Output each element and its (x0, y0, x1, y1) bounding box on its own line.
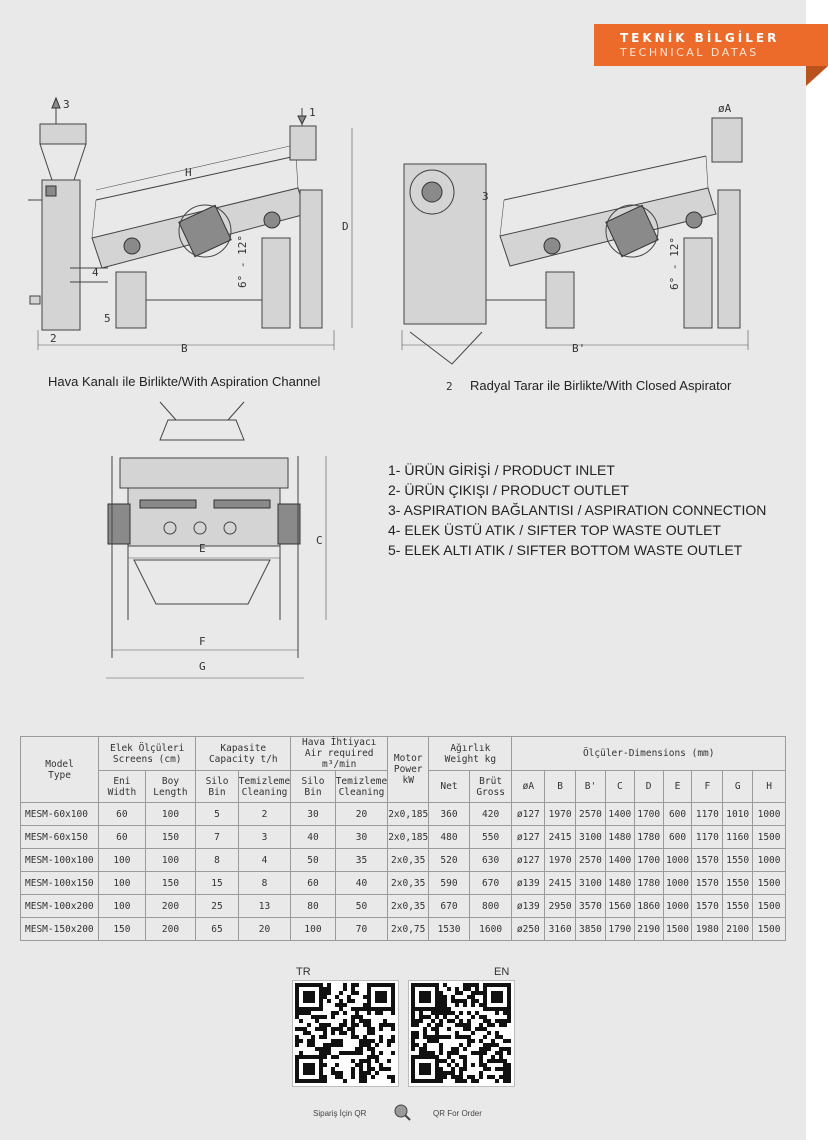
table-cell: 480 (429, 826, 470, 849)
table-cell: 670 (469, 872, 512, 895)
table-cell: 550 (469, 826, 512, 849)
table-cell: 100 (99, 895, 146, 918)
table-cell: 670 (429, 895, 470, 918)
table-cell: 1570 (692, 895, 723, 918)
table-cell: MESM-100x100 (21, 849, 99, 872)
table-cell: 1500 (753, 872, 786, 895)
table-cell: 2x0,75 (388, 918, 429, 941)
capacity-silo-header: Silo Bin (196, 771, 239, 803)
table-cell: 3570 (576, 895, 606, 918)
table-cell: 1000 (753, 803, 786, 826)
table-cell: 1790 (605, 918, 634, 941)
table-cell: 1400 (605, 803, 634, 826)
table-cell: 1000 (663, 872, 692, 895)
air-header: Hava İhtiyacı Air required m³/min (291, 737, 388, 771)
table-cell: 1780 (634, 872, 663, 895)
table-cell: 100 (145, 849, 196, 872)
table-cell: 8 (196, 849, 239, 872)
screens-header: Elek Ölçüleri Screens (cm) (99, 737, 196, 771)
page-margin (806, 0, 828, 1140)
table-cell: 40 (335, 872, 387, 895)
table-cell: 20 (335, 803, 387, 826)
table-cell: 25 (196, 895, 239, 918)
table-cell: 1550 (723, 895, 753, 918)
side-view-aspiration-channel (28, 98, 352, 355)
table-cell: 1970 (545, 849, 576, 872)
table-cell: 100 (99, 872, 146, 895)
table-cell: 7 (196, 826, 239, 849)
svg-text:1: 1 (309, 106, 316, 119)
dim-col-header: C (605, 771, 634, 803)
table-cell: 1160 (723, 826, 753, 849)
table-cell: 1170 (692, 803, 723, 826)
legend-item: 5- ELEK ALTI ATIK / SIFTER BOTTOM WASTE OUTLET (388, 542, 743, 558)
table-cell: 30 (335, 826, 387, 849)
table-cell: 3160 (545, 918, 576, 941)
svg-text:B': B' (572, 342, 586, 355)
table-cell: 200 (145, 918, 196, 941)
table-cell: 3850 (576, 918, 606, 941)
table-cell: 30 (291, 803, 335, 826)
motor-header: Motor Power kW (388, 737, 429, 803)
table-cell: 2190 (634, 918, 663, 941)
table-cell: 150 (145, 826, 196, 849)
svg-text:E: E (199, 542, 206, 555)
table-cell: 1970 (545, 803, 576, 826)
svg-text:3: 3 (63, 98, 70, 111)
table-cell: 35 (335, 849, 387, 872)
table-cell: 2950 (545, 895, 576, 918)
table-cell: 360 (429, 803, 470, 826)
svg-text:C: C (316, 534, 323, 547)
qr-code-tr[interactable] (292, 980, 399, 1087)
air-silo-header: Silo Bin (291, 771, 335, 803)
svg-text:5: 5 (104, 312, 111, 325)
dim-col-header: H (753, 771, 786, 803)
table-cell: 100 (291, 918, 335, 941)
ribbon-fold (806, 66, 828, 86)
dim-col-header: B' (576, 771, 606, 803)
table-cell: 3100 (576, 872, 606, 895)
table-cell: 1480 (605, 872, 634, 895)
table-cell: 1980 (692, 918, 723, 941)
table-row (21, 872, 786, 895)
table-cell: 15 (196, 872, 239, 895)
table-cell: 3 (238, 826, 290, 849)
table-cell: ø139 (512, 895, 545, 918)
table-cell: 150 (145, 872, 196, 895)
table-cell: 1560 (605, 895, 634, 918)
order-label-en: QR For Order (433, 1109, 482, 1118)
table-cell: 100 (99, 849, 146, 872)
table-cell: 600 (663, 826, 692, 849)
table-cell: 200 (145, 895, 196, 918)
table-cell: 1500 (663, 918, 692, 941)
table-cell: ø127 (512, 849, 545, 872)
svg-text:H: H (185, 166, 192, 179)
table-cell: 1860 (634, 895, 663, 918)
weight-header: Ağırlık Weight kg (429, 737, 512, 771)
table-cell: 2570 (576, 849, 606, 872)
table-cell: MESM-60x100 (21, 803, 99, 826)
legend-item: 2- ÜRÜN ÇIKIŞI / PRODUCT OUTLET (388, 482, 629, 498)
table-cell: 100 (145, 803, 196, 826)
table-cell: 2x0,185 (388, 826, 429, 849)
table-cell: 2570 (576, 803, 606, 826)
table-cell: 1400 (605, 849, 634, 872)
table-cell: 1600 (469, 918, 512, 941)
table-cell: ø139 (512, 872, 545, 895)
capacity-header: Kapasite Capacity t/h (196, 737, 291, 771)
section-title-en: TECHNICAL DATAS (620, 46, 759, 59)
dim-col-header: G (723, 771, 753, 803)
table-row (21, 895, 786, 918)
svg-text:2: 2 (446, 380, 453, 393)
table-cell: 60 (291, 872, 335, 895)
table-cell: 1170 (692, 826, 723, 849)
air-cleaning-header: Temizleme Cleaning (335, 771, 387, 803)
dim-col-header: F (692, 771, 723, 803)
table-cell: 2x0,35 (388, 895, 429, 918)
qr-code-en[interactable] (408, 980, 515, 1087)
legend-item: 1- ÜRÜN GİRİŞİ / PRODUCT INLET (388, 462, 615, 478)
table-cell: 1530 (429, 918, 470, 941)
table-cell: MESM-100x200 (21, 895, 99, 918)
section-title-tr: TEKNİK BİLGİLER (620, 31, 780, 45)
table-cell: 150 (99, 918, 146, 941)
table-cell: 1480 (605, 826, 634, 849)
table-cell: 600 (663, 803, 692, 826)
table-cell: 2x0,35 (388, 872, 429, 895)
table-cell: 1550 (723, 872, 753, 895)
svg-text:F: F (199, 635, 206, 648)
dim-col-header: B (545, 771, 576, 803)
table-cell: 1010 (723, 803, 753, 826)
table-cell: 630 (469, 849, 512, 872)
svg-text:D: D (342, 220, 349, 233)
model-header: Model Type (21, 737, 99, 803)
table-cell: 1500 (753, 895, 786, 918)
table-cell: 70 (335, 918, 387, 941)
table-cell: 520 (429, 849, 470, 872)
svg-text:6° - 12°: 6° - 12° (668, 237, 681, 290)
table-cell: 4 (238, 849, 290, 872)
table-cell: 3100 (576, 826, 606, 849)
width-header: Eni Width (99, 771, 146, 803)
svg-text:4: 4 (92, 266, 99, 279)
table-cell: 2x0,35 (388, 849, 429, 872)
table-cell: 1000 (753, 849, 786, 872)
front-view (106, 402, 326, 678)
dim-col-header: E (663, 771, 692, 803)
outlet-legend (388, 460, 766, 560)
table-row (21, 826, 786, 849)
table-cell: 80 (291, 895, 335, 918)
table-row (21, 918, 786, 941)
table-cell: 1000 (663, 895, 692, 918)
table-cell: 1780 (634, 826, 663, 849)
table-cell: MESM-150x200 (21, 918, 99, 941)
dim-col-header: D (634, 771, 663, 803)
table-cell: 50 (335, 895, 387, 918)
table-cell: MESM-60x150 (21, 826, 99, 849)
table-cell: 1570 (692, 872, 723, 895)
table-cell: 1700 (634, 803, 663, 826)
table-cell: 1550 (723, 849, 753, 872)
dimensions-header: Ölçüler-Dimensions (mm) (512, 737, 786, 771)
table-cell: ø127 (512, 826, 545, 849)
length-header: Boy Length (145, 771, 196, 803)
table-cell: 420 (469, 803, 512, 826)
legend-item: 3- ASPIRATION BAĞLANTISI / ASPIRATION CONNECTION (388, 502, 767, 518)
caption-aspiration-channel: Hava Kanalı ile Birlikte/With Aspiration Channel (48, 374, 321, 389)
gross-weight-header: Brüt Gross (469, 771, 512, 803)
caption-closed-aspirator: Radyal Tarar ile Birlikte/With Closed Aspirator (470, 378, 732, 393)
net-weight-header: Net (429, 771, 470, 803)
svg-text:G: G (199, 660, 206, 673)
table-row (21, 849, 786, 872)
table-row (21, 803, 786, 826)
table-cell: ø250 (512, 918, 545, 941)
dim-col-header: øA (512, 771, 545, 803)
table-cell: 40 (291, 826, 335, 849)
capacity-cleaning-header: Temizleme Cleaning (238, 771, 290, 803)
table-cell: 1700 (634, 849, 663, 872)
table-cell: 1500 (753, 918, 786, 941)
table-cell: 2415 (545, 872, 576, 895)
legend-item: 4- ELEK ÜSTÜ ATIK / SIFTER TOP WASTE OUTLET (388, 522, 721, 538)
qr-label-tr: TR (296, 966, 311, 978)
table-cell: 1500 (753, 826, 786, 849)
svg-text:6° - 12°: 6° - 12° (236, 235, 249, 288)
svg-text:B: B (181, 342, 188, 355)
table-body (21, 803, 786, 941)
table-cell: 800 (469, 895, 512, 918)
specification-table (20, 736, 786, 941)
table-cell: 13 (238, 895, 290, 918)
table-cell: MESM-100x150 (21, 872, 99, 895)
table-cell: 2 (238, 803, 290, 826)
table-cell: 2415 (545, 826, 576, 849)
svg-text:2: 2 (50, 332, 57, 345)
table-cell: 65 (196, 918, 239, 941)
table-cell: 2100 (723, 918, 753, 941)
table-cell: ø127 (512, 803, 545, 826)
table-cell: 60 (99, 803, 146, 826)
table-cell: 8 (238, 872, 290, 895)
search-icon (393, 1103, 411, 1121)
svg-text:3: 3 (482, 190, 489, 203)
order-label-tr: Sipariş İçin QR (313, 1109, 367, 1118)
table-cell: 20 (238, 918, 290, 941)
table-cell: 1000 (663, 849, 692, 872)
svg-text:øA: øA (718, 102, 732, 115)
table-cell: 2x0,185 (388, 803, 429, 826)
side-view-closed-aspirator (402, 102, 748, 393)
table-cell: 5 (196, 803, 239, 826)
table-cell: 590 (429, 872, 470, 895)
table-cell: 1570 (692, 849, 723, 872)
table-cell: 50 (291, 849, 335, 872)
table-cell: 60 (99, 826, 146, 849)
qr-label-en: EN (494, 966, 510, 978)
